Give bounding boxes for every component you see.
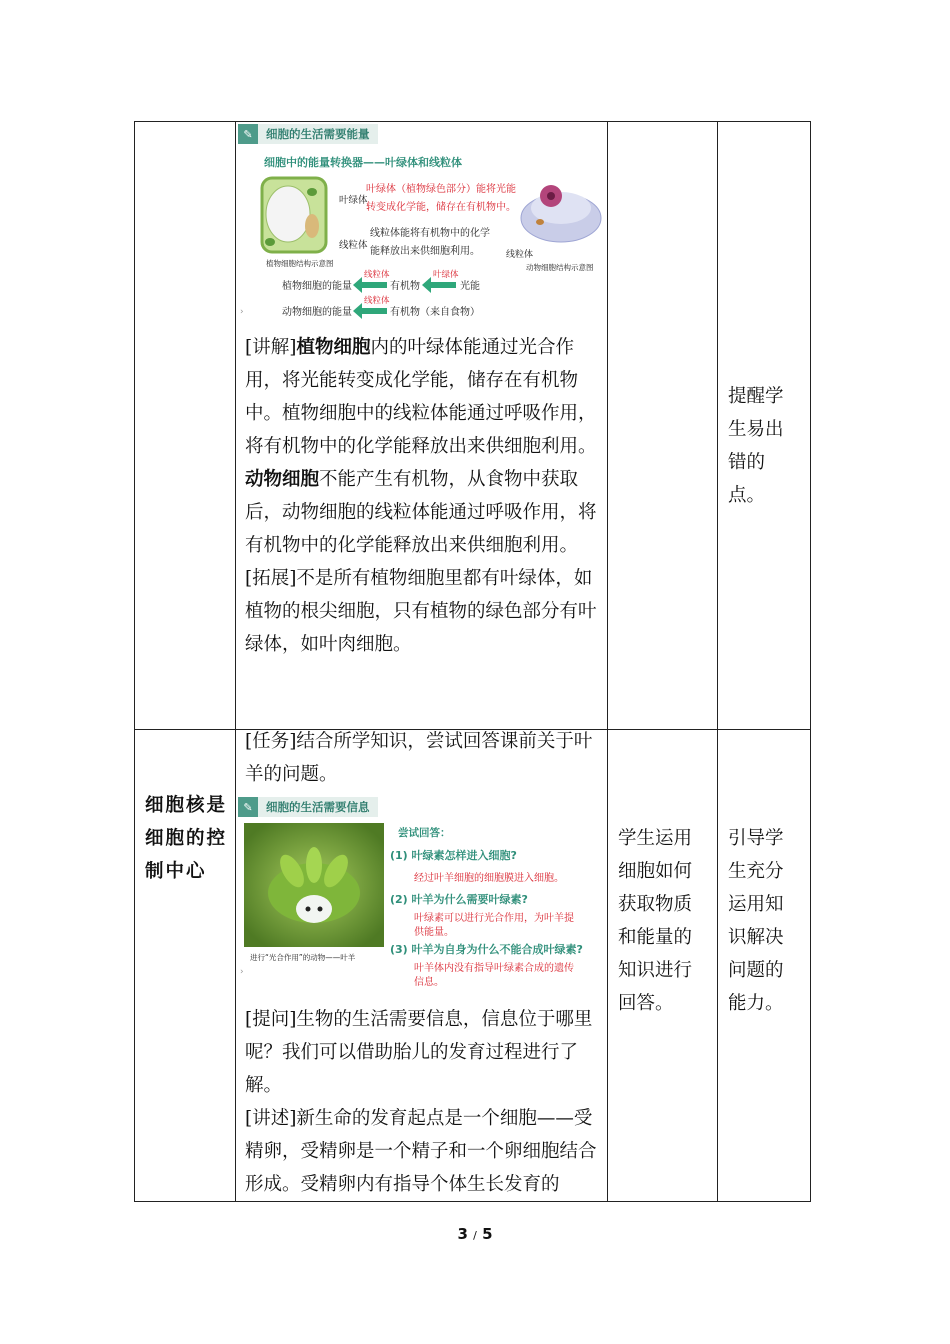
animal-cell-diagram xyxy=(518,178,604,248)
topic-title: 细胞核是细胞的控制中心 xyxy=(145,795,228,882)
arrow-left-icon xyxy=(361,282,387,288)
content-text xyxy=(236,1003,607,1201)
plant-cell-caption: 植物细胞结构示意图 xyxy=(266,259,334,268)
paragraph-narrate: [讲述]新生命的发育起点是一个细胞——受精卵，受精卵是一个精子和一个卵细胞结合形成。受精卵内有指导个体生长发育的 xyxy=(245,1108,597,1195)
answer-2-line2: 供能量。 xyxy=(414,927,454,938)
student-activity-cell xyxy=(608,730,718,1202)
student-activity-cell-empty xyxy=(608,122,718,730)
energy-figure xyxy=(236,122,607,323)
paragraph-explain: [讲解]植物细胞内的叶绿体能通过光合作用，将光能转变成化学能，储存在有机物中。植物细胞中的线粒体能通过呼吸作用，将有机物中的化学能释放出来供细胞利用。 xyxy=(245,337,597,457)
question-3: (3) 叶羊为自身为什么不能合成叶绿素? xyxy=(390,943,583,956)
paragraph-extend: [拓展]不是所有植物细胞里都有叶绿体，如植物的根尖细胞，只有植物的绿色部分有叶绿体，如叶肉细胞。 xyxy=(245,568,597,655)
flow1-arrow1-label: 线粒体 xyxy=(364,270,390,280)
arrow-left-icon xyxy=(430,282,456,288)
design-intent-text: 引导学生充分运用知识解决问题的能力。 xyxy=(728,828,784,1014)
content-cell xyxy=(236,730,608,1202)
chloroplast-note-line1: 叶绿体（植物绿色部分）能将光能 xyxy=(366,184,516,195)
table-row xyxy=(135,730,811,1202)
paragraph-task: [任务]结合所学知识，尝试回答课前关于叶羊的问题。 xyxy=(245,731,593,785)
pencil-icon: ✎ xyxy=(238,124,258,144)
content-text xyxy=(236,331,607,661)
student-activity-text: 学生运用细胞如何获取物质和能量的知识进行回答。 xyxy=(618,828,693,1014)
leaf-sheep-photo xyxy=(244,823,384,947)
flow2-left: 动物细胞的能量 xyxy=(282,307,352,318)
chloroplast-label: 叶绿体 xyxy=(339,195,368,206)
answer-2-line1: 叶绿素可以进行光合作用，为叶羊提 xyxy=(414,913,574,924)
design-intent-text: 提醒学生易出错的点。 xyxy=(728,385,784,506)
info-figure xyxy=(236,795,607,987)
lesson-table xyxy=(134,121,811,1202)
arrow-left-icon xyxy=(361,308,387,314)
flow1-mid: 有机物 xyxy=(390,281,420,292)
mito-note-line1: 线粒体能将有机物中的化学 xyxy=(370,228,490,239)
table-row xyxy=(135,122,811,730)
flow1-arrow2-label: 叶绿体 xyxy=(433,270,459,280)
task-text xyxy=(236,725,607,791)
mito-note-line2: 能释放出来供细胞利用。 xyxy=(370,246,480,257)
try-answer-title: 尝试回答： xyxy=(398,827,451,839)
flow2-arrow-label: 线粒体 xyxy=(364,296,390,306)
animal-cell-caption: 动物细胞结构示意图 xyxy=(526,263,594,272)
figure-header-title: 细胞的生活需要能量 xyxy=(258,124,378,144)
page-number: 3 / 5 xyxy=(457,1225,493,1243)
figure-header-title: 细胞的生活需要信息 xyxy=(258,797,378,817)
paragraph-question: [提问]生物的生活需要信息，信息位于哪里呢？我们可以借助胎儿的发育过程进行了解。 xyxy=(245,1009,593,1096)
flow2-right: 有机物（来自食物） xyxy=(390,307,480,318)
mito-plant-label: 线粒体 xyxy=(339,240,368,251)
paragraph-animal: 动物细胞不能产生有机物，从食物中获取后，动物细胞的线粒体能通过呼吸作用，将有机物中的化学能释放出来供细胞利用。 xyxy=(245,469,597,556)
mito-animal-label: 线粒体 xyxy=(506,250,534,260)
question-2: (2) 叶羊为什么需要叶绿素? xyxy=(390,893,528,906)
pencil-icon: ✎ xyxy=(238,797,258,817)
flow1-right: 光能 xyxy=(460,281,480,292)
expand-icon: › xyxy=(240,307,244,317)
answer-1: 经过叶羊细胞的细胞膜进入细胞。 xyxy=(414,873,564,884)
answer-3-line2: 信息。 xyxy=(414,977,444,988)
chloroplast-note-line2: 转变成化学能，储存在有机物中。 xyxy=(366,202,516,213)
design-intent-cell xyxy=(718,122,811,730)
expand-icon: › xyxy=(240,967,244,977)
topic-cell xyxy=(135,730,236,1202)
content-cell xyxy=(236,122,608,730)
plant-cell-diagram xyxy=(258,174,338,254)
figure-subtitle: 细胞中的能量转换器——叶绿体和线粒体 xyxy=(264,156,462,169)
question-1: (1) 叶绿素怎样进入细胞? xyxy=(390,849,517,862)
design-intent-cell xyxy=(718,730,811,1202)
answer-3-line1: 叶羊体内没有指导叶绿素合成的遗传 xyxy=(414,963,574,974)
topic-cell-empty xyxy=(135,122,236,730)
flow1-left: 植物细胞的能量 xyxy=(282,281,352,292)
figure-header xyxy=(238,797,378,817)
figure-header xyxy=(238,124,378,144)
photo-caption: 进行“光合作用”的动物——叶羊 xyxy=(250,953,356,962)
